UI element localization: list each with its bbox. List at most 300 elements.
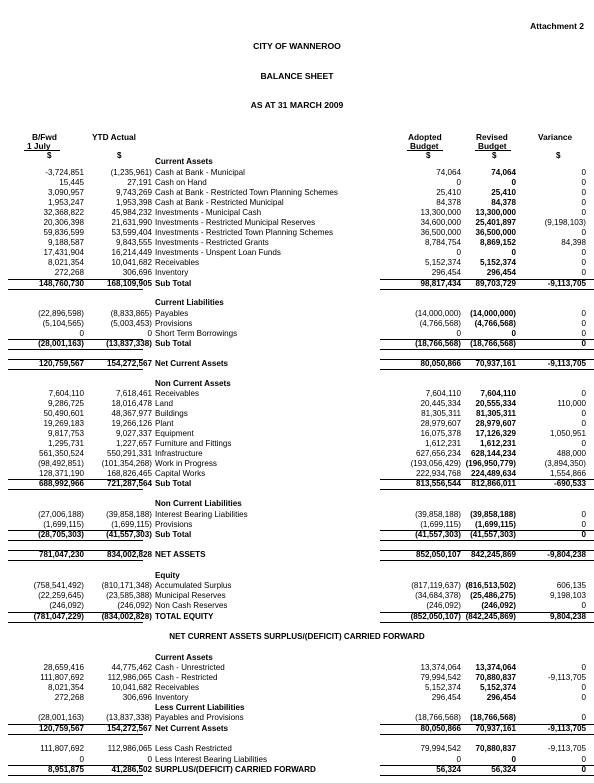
bfwd-cell: (22,896,598) xyxy=(38,309,84,318)
revised-budget-cell: (4,766,568) xyxy=(474,319,516,328)
total-rule xyxy=(520,339,586,340)
line-item-label: Municipal Reserves xyxy=(155,591,226,600)
header-underline xyxy=(407,150,443,151)
bfwd-cell: 272,268 xyxy=(54,268,84,277)
total-rule xyxy=(8,560,143,561)
total-row xyxy=(0,551,594,561)
bfwd-cell: 28,659,416 xyxy=(43,663,84,672)
bfwd-cell: 15,445 xyxy=(59,178,84,187)
adopted-budget-cell: 7,604,110 xyxy=(425,389,461,398)
line-item-label: Investments - Restricted Grants xyxy=(155,238,269,247)
adopted-budget-cell: 296,454 xyxy=(431,693,461,702)
line-item-label: Payables and Provisions xyxy=(155,713,244,722)
adopted-budget-cell: (39,858,188) xyxy=(415,510,461,519)
line-item-label: TOTAL EQUITY xyxy=(155,612,214,621)
bfwd-cell: (22,259,645) xyxy=(38,591,84,600)
adopted-budget-cell: 84,378 xyxy=(436,198,461,207)
total-row xyxy=(0,766,594,776)
adopted-budget-cell: (4,766,568) xyxy=(419,319,461,328)
variance-cell: 0 xyxy=(581,248,586,257)
line-item-label: Sub Total xyxy=(155,479,192,488)
ytd-actual-cell: 45,984,232 xyxy=(111,208,152,217)
revised-budget-cell: (1,699,115) xyxy=(475,520,516,529)
total-rule xyxy=(520,612,586,613)
line-item-label: Investments - Unspent Loan Funds xyxy=(155,248,281,257)
revised-budget-cell: 0 xyxy=(511,248,516,257)
currency-symbol: $ xyxy=(426,151,431,160)
revised-budget-cell: 81,305,311 xyxy=(475,409,516,418)
line-item-label: Investments - Restricted Municipal Reserves xyxy=(155,218,316,227)
adopted-budget-cell: 13,374,064 xyxy=(420,663,461,672)
adopted-budget-cell: (193,056,429) xyxy=(410,459,461,468)
total-row xyxy=(0,280,594,290)
revised-budget-cell: 70,937,161 xyxy=(475,724,516,733)
adopted-budget-cell: 8,784,754 xyxy=(424,238,461,247)
adopted-budget-cell: 0 xyxy=(456,248,461,257)
total-rule xyxy=(520,724,586,725)
ytd-actual-cell: (13,837,338) xyxy=(106,713,152,722)
currency-symbol: $ xyxy=(492,151,497,160)
variance-cell: 0 xyxy=(581,713,586,722)
ytd-actual-cell: 9,027,337 xyxy=(115,429,152,438)
adopted-budget-cell: (34,684,378) xyxy=(415,591,461,600)
revised-budget-cell: 56,324 xyxy=(491,765,516,774)
total-rule xyxy=(520,279,586,280)
revised-budget-cell: 70,937,161 xyxy=(475,359,516,368)
bfwd-cell: 1,953,247 xyxy=(47,198,84,207)
line-item-label: Net Current Assets xyxy=(155,724,229,733)
table-row xyxy=(0,745,594,755)
line-item-label: Provisions xyxy=(155,520,193,529)
bfwd-cell: 9,286,725 xyxy=(47,399,84,408)
section-heading-label: Equity xyxy=(155,571,180,580)
line-item-label: Plant xyxy=(155,419,174,428)
bfwd-cell: 0 xyxy=(79,329,84,338)
variance-cell: -9,113,705 xyxy=(547,744,586,753)
section-heading-label: Current Assets xyxy=(155,653,213,662)
revised-budget-cell: (246,092) xyxy=(481,601,516,610)
variance-cell: (9,198,103) xyxy=(544,218,586,227)
total-rule xyxy=(520,622,586,623)
bfwd-cell: (98,492,851) xyxy=(38,459,84,468)
header-bfwd: B/Fwd xyxy=(32,132,57,142)
revised-budget-cell: 5,152,374 xyxy=(479,258,516,267)
total-rule xyxy=(520,349,586,350)
bfwd-cell: 1,295,731 xyxy=(47,439,84,448)
ytd-actual-cell: 18,016,478 xyxy=(111,399,152,408)
ytd-actual-cell: 53,599,404 xyxy=(111,228,152,237)
bfwd-cell: (28,001,163) xyxy=(38,339,84,348)
total-rule xyxy=(8,479,143,480)
variance-cell: -9,804,238 xyxy=(547,550,586,559)
total-rule xyxy=(520,369,586,370)
bfwd-cell: (1,699,115) xyxy=(43,520,84,529)
variance-cell: (3,894,350) xyxy=(544,459,586,468)
revised-budget-cell: (25,486,275) xyxy=(470,591,516,600)
bfwd-cell: (28,705,303) xyxy=(38,530,84,539)
variance-cell: -9,113,705 xyxy=(547,279,586,288)
summary-heading-label: NET CURRENT ASSETS SURPLUS/(DEFICIT) CARRIED FORWARD xyxy=(169,632,425,641)
bfwd-cell: 111,807,692 xyxy=(40,673,84,682)
variance-cell: 0 xyxy=(581,663,586,672)
variance-cell: 0 xyxy=(581,389,586,398)
header-revised-budget: Budget xyxy=(478,141,507,151)
adopted-budget-cell: 80,050,866 xyxy=(420,359,461,368)
bfwd-cell: 8,021,354 xyxy=(47,258,84,267)
revised-budget-cell: 7,604,110 xyxy=(480,389,516,398)
ytd-actual-cell: (246,092) xyxy=(117,601,152,610)
variance-cell: 0 xyxy=(581,258,586,267)
total-row xyxy=(0,480,594,490)
revised-budget-cell: (18,766,568) xyxy=(470,339,516,348)
revised-budget-cell: 28,979,607 xyxy=(475,419,516,428)
line-item-label: Cash - Unrestricted xyxy=(155,663,225,672)
variance-cell: 0 xyxy=(581,339,586,348)
table-row xyxy=(0,239,594,249)
variance-cell: -9,113,705 xyxy=(547,724,586,733)
revised-budget-cell: (816,513,502) xyxy=(465,581,516,590)
line-item-label: Cash at Bank - Restricted Municipal xyxy=(155,198,284,207)
revised-budget-cell: 20,555,334 xyxy=(475,399,516,408)
total-rule xyxy=(8,489,143,490)
ytd-actual-cell: 9,743,269 xyxy=(115,188,152,197)
revised-budget-cell: 36,500,000 xyxy=(475,228,516,237)
revised-budget-cell: 1,612,231 xyxy=(479,439,516,448)
bfwd-cell: 59,836,599 xyxy=(43,228,84,237)
total-rule xyxy=(520,765,586,766)
header-adopted: Adopted xyxy=(408,132,442,142)
line-item-label: Investments - Municipal Cash xyxy=(155,208,262,217)
variance-cell: 0 xyxy=(581,693,586,702)
adopted-budget-cell: 0 xyxy=(456,755,461,764)
total-rule xyxy=(520,489,586,490)
line-item-label: NET ASSETS xyxy=(155,550,206,559)
bfwd-cell: 272,268 xyxy=(54,693,84,702)
variance-cell: 0 xyxy=(581,198,586,207)
line-item-label: Sub Total xyxy=(155,530,192,539)
adopted-budget-cell: (852,050,107) xyxy=(410,612,461,621)
header-july: 1 July xyxy=(27,141,51,151)
variance-cell: -9,113,705 xyxy=(547,673,586,682)
revised-budget-cell: 5,152,374 xyxy=(479,683,516,692)
adopted-budget-cell: 5,152,374 xyxy=(424,683,461,692)
revised-budget-cell: 0 xyxy=(511,178,516,187)
attachment-label: Attachment 2 xyxy=(530,21,584,31)
adopted-budget-cell: 79,994,542 xyxy=(420,744,461,753)
total-row xyxy=(0,340,594,350)
revised-budget-cell: 74,064 xyxy=(491,168,516,177)
ytd-actual-cell: (5,003,453) xyxy=(110,319,152,328)
adopted-budget-cell: 13,300,000 xyxy=(420,208,461,217)
ytd-actual-cell: 306,696 xyxy=(122,693,152,702)
bfwd-cell: 8,951,875 xyxy=(47,765,84,774)
line-item-label: Land xyxy=(155,399,174,408)
total-rule xyxy=(8,775,143,776)
ytd-actual-cell: 1,227,657 xyxy=(115,439,152,448)
total-rule xyxy=(520,530,586,531)
variance-cell: 9,804,238 xyxy=(549,612,586,621)
total-rule xyxy=(8,359,143,360)
bfwd-cell: 0 xyxy=(79,755,84,764)
ytd-actual-cell: (101,354,268) xyxy=(101,459,152,468)
line-item-label: Investments - Restricted Town Planning Schemes xyxy=(155,228,333,237)
variance-cell: -690,533 xyxy=(554,479,586,488)
adopted-budget-cell: 79,994,542 xyxy=(420,673,461,682)
table-row xyxy=(0,169,594,179)
adopted-budget-cell: 80,050,866 xyxy=(420,724,461,733)
line-item-label: Provisions xyxy=(155,319,193,328)
section-heading-label: Less Current Liabilities xyxy=(155,703,245,712)
section-heading xyxy=(0,158,594,168)
revised-budget-cell: 13,374,064 xyxy=(475,663,516,672)
table-row xyxy=(0,269,594,279)
adopted-budget-cell: 627,656,234 xyxy=(415,449,461,458)
line-item-label: Accumulated Surplus xyxy=(155,581,232,590)
total-rule xyxy=(520,550,586,551)
variance-cell: 0 xyxy=(581,683,586,692)
line-item-label: SURPLUS/(DEFICIT) CARRIED FORWARD xyxy=(155,765,316,774)
adopted-budget-cell: 81,305,311 xyxy=(421,409,461,418)
adopted-budget-cell: 0 xyxy=(456,329,461,338)
ytd-actual-cell: 154,272,567 xyxy=(106,724,152,733)
variance-cell: 0 xyxy=(581,439,586,448)
ytd-actual-cell: 7,618,461 xyxy=(115,389,152,398)
line-item-label: Receivables xyxy=(155,258,200,267)
section-heading-label: Current Assets xyxy=(155,157,213,166)
revised-budget-cell: (196,950,779) xyxy=(465,459,516,468)
total-rule xyxy=(8,279,143,280)
revised-budget-cell: (41,557,303) xyxy=(470,530,516,539)
ytd-actual-cell: 168,826,465 xyxy=(106,469,152,478)
variance-cell: 0 xyxy=(581,228,586,237)
ytd-actual-cell: 0 xyxy=(147,329,152,338)
revised-budget-cell: 8,869,152 xyxy=(479,238,516,247)
line-item-label: Capital Works xyxy=(155,469,206,478)
total-rule xyxy=(8,369,143,370)
adopted-budget-cell: (246,092) xyxy=(426,601,461,610)
total-rule xyxy=(8,289,143,290)
total-row xyxy=(0,360,594,370)
ytd-actual-cell: 721,287,564 xyxy=(106,479,152,488)
variance-cell: 0 xyxy=(581,520,586,529)
line-item-label: Short Term Borrowings xyxy=(155,329,238,338)
bfwd-cell: 9,817,753 xyxy=(47,429,84,438)
bfwd-cell: 19,269,183 xyxy=(43,419,84,428)
variance-cell: 0 xyxy=(581,168,586,177)
line-item-label: Cash at Bank - Restricted Town Planning Schemes xyxy=(155,188,338,197)
report-date: AS AT 31 MARCH 2009 xyxy=(250,100,344,110)
organisation-title: CITY OF WANNEROO xyxy=(253,41,341,51)
ytd-actual-cell: 306,696 xyxy=(122,268,152,277)
revised-budget-cell: 0 xyxy=(511,329,516,338)
total-rule xyxy=(8,339,143,340)
total-rule xyxy=(520,540,586,541)
total-rule xyxy=(8,540,143,541)
revised-budget-cell: (14,000,000) xyxy=(470,309,516,318)
ytd-actual-cell: 0 xyxy=(147,755,152,764)
variance-cell: 0 xyxy=(581,765,586,774)
revised-budget-cell: (842,245,869) xyxy=(465,612,516,621)
total-rule xyxy=(8,550,143,551)
bfwd-cell: 17,431,904 xyxy=(43,248,84,257)
adopted-budget-cell: 1,612,231 xyxy=(424,439,461,448)
adopted-budget-cell: 74,064 xyxy=(436,168,461,177)
variance-cell: 0 xyxy=(581,510,586,519)
line-item-label: Sub Total xyxy=(155,279,192,288)
variance-cell: 0 xyxy=(581,329,586,338)
bfwd-cell: (246,092) xyxy=(49,601,84,610)
ytd-actual-cell: 16,214,449 xyxy=(111,248,152,257)
ytd-actual-cell: (23,585,388) xyxy=(106,591,152,600)
adopted-budget-cell: 25,410 xyxy=(436,188,461,197)
variance-cell: 0 xyxy=(581,178,586,187)
ytd-actual-cell: (8,833,865) xyxy=(110,309,152,318)
ytd-actual-cell: 834,002,828 xyxy=(106,550,152,559)
revised-budget-cell: 296,454 xyxy=(486,693,516,702)
line-item-label: Sub Total xyxy=(155,339,192,348)
total-row xyxy=(0,531,594,541)
line-item-label: Payables xyxy=(155,309,189,318)
header-revised: Revised xyxy=(476,132,508,142)
total-rule xyxy=(8,349,143,350)
line-item-label: Interest Bearing Liabilities xyxy=(155,510,248,519)
ytd-actual-cell: (810,171,348) xyxy=(101,581,152,590)
variance-cell: 1,050,951 xyxy=(549,429,586,438)
total-rule xyxy=(520,359,586,360)
adopted-budget-cell: 20,445,334 xyxy=(420,399,461,408)
total-rule xyxy=(8,724,143,725)
line-item-label: Cash at Bank - Municipal xyxy=(155,168,245,177)
line-item-label: Inventory xyxy=(155,268,189,277)
line-item-label: Net Current Assets xyxy=(155,359,229,368)
variance-cell: 0 xyxy=(581,208,586,217)
adopted-budget-cell: (18,766,568) xyxy=(415,713,461,722)
ytd-actual-cell: 112,986,065 xyxy=(107,744,152,753)
adopted-budget-cell: (817,119,637) xyxy=(411,581,461,590)
ytd-actual-cell: 48,367,977 xyxy=(111,409,152,418)
line-item-label: Equipment xyxy=(155,429,194,438)
bfwd-cell: -3,724,851 xyxy=(45,168,84,177)
bfwd-cell: 120,759,567 xyxy=(38,359,84,368)
adopted-budget-cell: 222,934,768 xyxy=(415,469,461,478)
adopted-budget-cell: (1,699,115) xyxy=(420,520,461,529)
adopted-budget-cell: 852,050,107 xyxy=(415,550,461,559)
adopted-budget-cell: 56,324 xyxy=(436,765,461,774)
total-rule xyxy=(520,775,586,776)
bfwd-cell: 9,188,587 xyxy=(47,238,84,247)
revised-budget-cell: (18,766,568) xyxy=(470,713,516,722)
header-ytd-actual: YTD Actual xyxy=(92,132,136,142)
table-row xyxy=(0,694,594,704)
bfwd-cell: 111,807,692 xyxy=(40,744,84,753)
line-item-label: Infrastructure xyxy=(155,449,203,458)
variance-cell: 0 xyxy=(581,601,586,610)
adopted-budget-cell: 34,600,000 xyxy=(420,218,461,227)
ytd-actual-cell: 168,109,905 xyxy=(106,279,152,288)
revised-budget-cell: 296,454 xyxy=(486,268,516,277)
variance-cell: 9,198,103 xyxy=(549,591,586,600)
line-item-label: Work in Progress xyxy=(155,459,217,468)
section-heading-label: Non Current Assets xyxy=(155,379,231,388)
bfwd-cell: 32,368,822 xyxy=(43,208,84,217)
ytd-actual-cell: 41,286,502 xyxy=(111,765,152,774)
header-adopted-budget: Budget xyxy=(410,141,439,151)
adopted-budget-cell: 0 xyxy=(456,178,461,187)
adopted-budget-cell: 296,454 xyxy=(431,268,461,277)
ytd-actual-cell: (1,235,961) xyxy=(110,168,152,177)
adopted-budget-cell: 813,556,544 xyxy=(415,479,461,488)
revised-budget-cell: 13,300,000 xyxy=(475,208,516,217)
ytd-actual-cell: 10,041,682 xyxy=(111,258,152,267)
ytd-actual-cell: (834,002,828) xyxy=(101,612,152,621)
section-heading xyxy=(0,500,594,510)
bfwd-cell: 50,490,601 xyxy=(43,409,84,418)
variance-cell: 0 xyxy=(581,530,586,539)
currency-symbol: $ xyxy=(556,151,561,160)
ytd-actual-cell: (39,858,188) xyxy=(106,510,152,519)
line-item-label: Receivables xyxy=(155,389,200,398)
variance-cell: 0 xyxy=(581,755,586,764)
bfwd-cell: (758,541,492) xyxy=(33,581,84,590)
ytd-actual-cell: 21,631,990 xyxy=(111,218,152,227)
variance-cell: 0 xyxy=(581,268,586,277)
line-item-label: Less Interest Bearing Liabilities xyxy=(155,755,268,764)
variance-cell: 0 xyxy=(581,419,586,428)
bfwd-cell: 561,350,524 xyxy=(38,449,84,458)
ytd-actual-cell: 10,041,682 xyxy=(111,683,152,692)
total-rule xyxy=(520,560,586,561)
ytd-actual-cell: (1,699,115) xyxy=(111,520,152,529)
ytd-actual-cell: (13,837,338) xyxy=(106,339,152,348)
bfwd-cell: 781,047,230 xyxy=(38,550,84,559)
revised-budget-cell: 0 xyxy=(511,755,516,764)
adopted-budget-cell: 5,152,374 xyxy=(424,258,461,267)
variance-cell: 84,398 xyxy=(561,238,586,247)
bfwd-cell: 7,604,110 xyxy=(48,389,84,398)
total-row xyxy=(0,613,594,623)
variance-cell: -9,113,705 xyxy=(547,359,586,368)
variance-cell: 488,000 xyxy=(556,449,586,458)
currency-symbol: $ xyxy=(117,151,122,160)
revised-budget-cell: 89,703,729 xyxy=(475,279,516,288)
variance-cell: 0 xyxy=(581,319,586,328)
variance-cell: 1,554,866 xyxy=(549,469,586,478)
table-row xyxy=(0,714,594,724)
adopted-budget-cell: 16,075,378 xyxy=(420,429,461,438)
adopted-budget-cell: 28,979,607 xyxy=(420,419,461,428)
revised-budget-cell: 70,880,837 xyxy=(475,744,516,753)
bfwd-cell: 20,306,398 xyxy=(43,218,84,227)
variance-cell: 0 xyxy=(581,309,586,318)
ytd-actual-cell: 1,953,398 xyxy=(115,198,152,207)
revised-budget-cell: 25,401,897 xyxy=(475,218,516,227)
summary-heading xyxy=(0,633,594,643)
total-rule xyxy=(520,289,586,290)
revised-budget-cell: (39,858,188) xyxy=(470,510,516,519)
revised-budget-cell: 628,144,234 xyxy=(470,449,516,458)
revised-budget-cell: 25,410 xyxy=(491,188,516,197)
bfwd-cell: (5,104,565) xyxy=(42,319,84,328)
section-heading xyxy=(0,299,594,309)
adopted-budget-cell: (41,557,303) xyxy=(415,530,461,539)
ytd-actual-cell: (41,557,303) xyxy=(106,530,152,539)
section-heading-label: Current Liabilities xyxy=(155,298,224,307)
bfwd-cell: (27,006,188) xyxy=(38,510,84,519)
line-item-label: Cash - Restricted xyxy=(155,673,218,682)
bfwd-cell: 128,371,190 xyxy=(38,469,84,478)
bfwd-cell: 148,760,730 xyxy=(38,279,84,288)
bfwd-cell: 8,021,354 xyxy=(47,683,84,692)
